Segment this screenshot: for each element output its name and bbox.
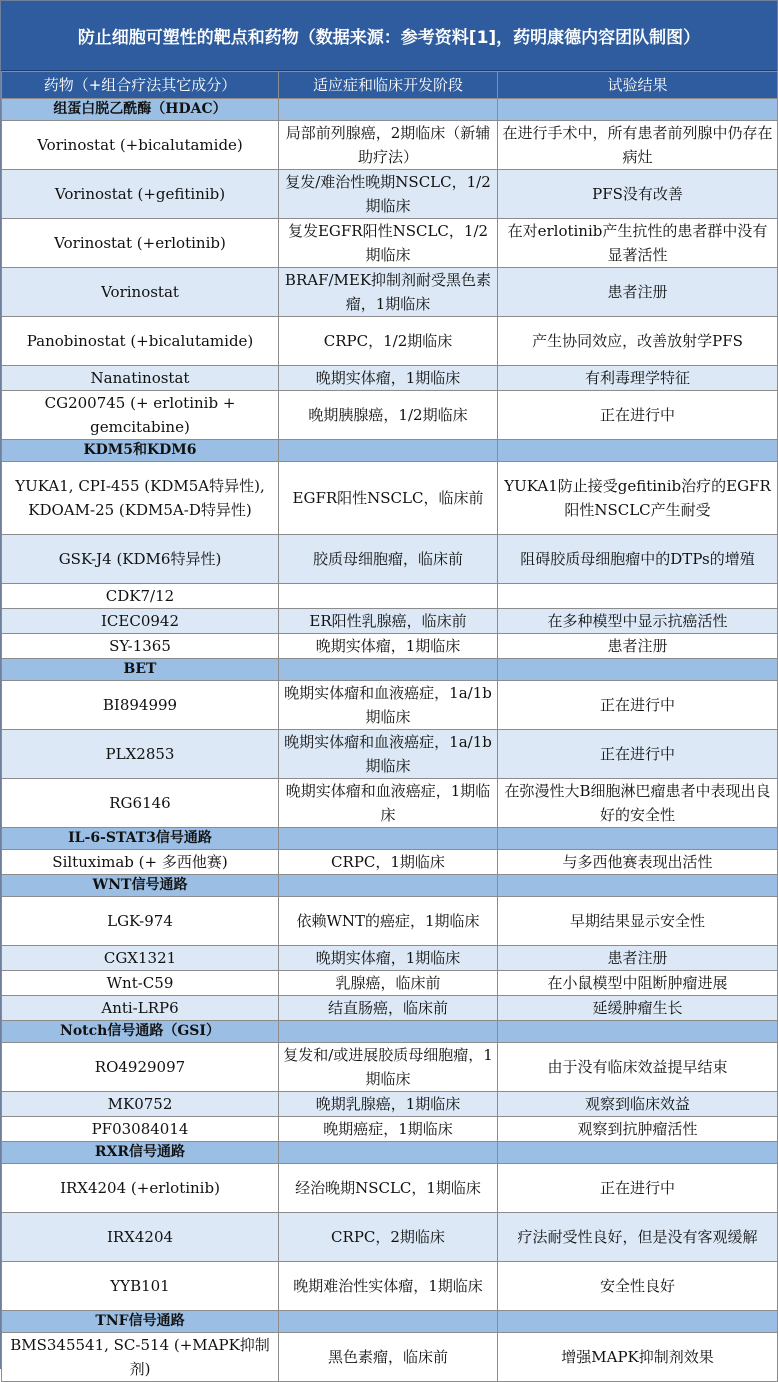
indication-cell	[279, 659, 498, 681]
result-cell: 阻碍胶质母细胞瘤中的DTPs的增殖	[498, 535, 778, 584]
indication-cell	[279, 1311, 498, 1333]
table-row	[2, 219, 778, 268]
table-row	[2, 897, 778, 946]
indication-cell: 晚期实体瘤，1期临床	[279, 946, 498, 971]
result-cell: PFS没有改善	[498, 170, 778, 219]
header-result: 试验结果	[498, 72, 778, 99]
drug-cell: RO4929097	[2, 1043, 279, 1092]
result-cell: 患者注册	[498, 268, 778, 317]
indication-cell	[279, 1021, 498, 1043]
result-cell: 正在进行中	[498, 1164, 778, 1213]
table-row	[2, 850, 778, 875]
indication-cell: 晚期实体瘤和血液癌症，1a/1b期临床	[279, 681, 498, 730]
table-row	[2, 946, 778, 971]
result-cell	[498, 828, 778, 850]
table-row	[2, 681, 778, 730]
result-cell: 正在进行中	[498, 391, 778, 440]
drug-cell: YYB101	[2, 1262, 279, 1311]
result-cell	[498, 99, 778, 121]
header-indication: 适应症和临床开发阶段	[279, 72, 498, 99]
result-cell	[498, 1311, 778, 1333]
indication-cell: 晚期实体瘤，1期临床	[279, 366, 498, 391]
table-row	[2, 317, 778, 366]
result-cell: 有利毒理学特征	[498, 366, 778, 391]
table-row	[2, 170, 778, 219]
result-cell	[498, 875, 778, 897]
table-row	[2, 1043, 778, 1092]
drug-cell: Vorinostat (+bicalutamide)	[2, 121, 279, 170]
drug-cell: Wnt-C59	[2, 971, 279, 996]
result-cell: 安全性良好	[498, 1262, 778, 1311]
result-cell: 疗法耐受性良好，但是没有客观缓解	[498, 1213, 778, 1262]
drug-cell: Nanatinostat	[2, 366, 279, 391]
group-label: RXR信号通路	[2, 1142, 279, 1164]
result-cell: 在多种模型中显示抗癌活性	[498, 609, 778, 634]
result-cell	[498, 659, 778, 681]
table-row	[2, 535, 778, 584]
drug-cell: Panobinostat (+bicalutamide)	[2, 317, 279, 366]
result-cell: 患者注册	[498, 946, 778, 971]
indication-cell: CRPC，1期临床	[279, 850, 498, 875]
table-row	[2, 996, 778, 1021]
result-cell	[498, 1021, 778, 1043]
result-cell: 正在进行中	[498, 681, 778, 730]
drug-cell: PLX2853	[2, 730, 279, 779]
result-cell: 观察到临床效益	[498, 1092, 778, 1117]
result-cell: 患者注册	[498, 634, 778, 659]
indication-cell: 胶质母细胞瘤，临床前	[279, 535, 498, 584]
result-cell: 增强MAPK抑制剂效果	[498, 1333, 778, 1382]
table-row	[2, 268, 778, 317]
result-cell	[498, 1142, 778, 1164]
indication-cell: 复发EGFR阳性NSCLC，1/2期临床	[279, 219, 498, 268]
group-row	[2, 440, 778, 462]
result-cell: 产生协同效应，改善放射学PFS	[498, 317, 778, 366]
result-cell: 在小鼠模型中阻断肿瘤进展	[498, 971, 778, 996]
indication-cell: 晚期癌症，1期临床	[279, 1117, 498, 1142]
indication-cell	[279, 584, 498, 609]
indication-cell: 晚期难治性实体瘤，1期临床	[279, 1262, 498, 1311]
indication-cell: 局部前列腺癌，2期临床（新辅助疗法）	[279, 121, 498, 170]
group-label: WNT信号通路	[2, 875, 279, 897]
result-cell: 在进行手术中，所有患者前列腺中仍存在病灶	[498, 121, 778, 170]
table-row	[2, 1333, 778, 1382]
indication-cell: BRAF/MEK抑制剂耐受黑色素瘤，1期临床	[279, 268, 498, 317]
table-row	[2, 462, 778, 535]
indication-cell: 晚期乳腺癌，1期临床	[279, 1092, 498, 1117]
table-row	[2, 1092, 778, 1117]
result-cell: 在对erlotinib产生抗性的患者群中没有显著活性	[498, 219, 778, 268]
indication-cell: ER阳性乳腺癌，临床前	[279, 609, 498, 634]
result-cell	[498, 584, 778, 609]
group-row	[2, 1311, 778, 1333]
group-label: KDM5和KDM6	[2, 440, 279, 462]
drug-cell: SY-1365	[2, 634, 279, 659]
indication-cell: 乳腺癌，临床前	[279, 971, 498, 996]
drug-cell: BMS345541, SC-514 (+MAPK抑制剂)	[2, 1333, 279, 1382]
drug-cell: IRX4204	[2, 1213, 279, 1262]
group-row	[2, 659, 778, 681]
table-row	[2, 391, 778, 440]
indication-cell	[279, 1142, 498, 1164]
indication-cell	[279, 440, 498, 462]
result-cell: 早期结果显示安全性	[498, 897, 778, 946]
drug-cell: CGX1321	[2, 946, 279, 971]
table-row	[2, 584, 778, 609]
indication-cell: 黑色素瘤，临床前	[279, 1333, 498, 1382]
result-cell: YUKA1防止接受gefitinib治疗的EGFR阳性NSCLC产生耐受	[498, 462, 778, 535]
table-row	[2, 634, 778, 659]
result-cell: 与多西他赛表现出活性	[498, 850, 778, 875]
group-label: TNF信号通路	[2, 1311, 279, 1333]
result-cell: 在弥漫性大B细胞淋巴瘤患者中表现出良好的安全性	[498, 779, 778, 828]
table-row	[2, 609, 778, 634]
indication-cell: 晚期实体瘤和血液癌症，1a/1b期临床	[279, 730, 498, 779]
group-row	[2, 1021, 778, 1043]
table-row	[2, 1213, 778, 1262]
group-row	[2, 875, 778, 897]
drug-cell: IRX4204 (+erlotinib)	[2, 1164, 279, 1213]
drug-cell: CG200745 (+ erlotinib + gemcitabine)	[2, 391, 279, 440]
indication-cell	[279, 828, 498, 850]
indication-cell	[279, 875, 498, 897]
drug-cell: ICEC0942	[2, 609, 279, 634]
indication-cell: 晚期实体瘤，1期临床	[279, 634, 498, 659]
drug-cell: PF03084014	[2, 1117, 279, 1142]
group-row	[2, 1142, 778, 1164]
drug-cell: Vorinostat	[2, 268, 279, 317]
table-row	[2, 1262, 778, 1311]
drug-cell: CDK7/12	[2, 584, 279, 609]
indication-cell: 依赖WNT的癌症，1期临床	[279, 897, 498, 946]
indication-cell: CRPC，1/2期临床	[279, 317, 498, 366]
indication-cell: EGFR阳性NSCLC，临床前	[279, 462, 498, 535]
table-title: 防止细胞可塑性的靶点和药物（数据来源：参考资料[1]，药明康德内容团队制图）	[1, 1, 777, 71]
result-cell: 观察到抗肿瘤活性	[498, 1117, 778, 1142]
indication-cell: CRPC，2期临床	[279, 1213, 498, 1262]
group-label: 组蛋白脱乙酰酶（HDAC）	[2, 99, 279, 121]
drug-cell: RG6146	[2, 779, 279, 828]
table-row	[2, 730, 778, 779]
result-cell: 正在进行中	[498, 730, 778, 779]
indication-cell: 复发/难治性晚期NSCLC，1/2期临床	[279, 170, 498, 219]
indication-cell	[279, 99, 498, 121]
table-row	[2, 779, 778, 828]
drug-target-table	[1, 71, 778, 1382]
table-row	[2, 121, 778, 170]
table-row	[2, 1117, 778, 1142]
drug-cell: BI894999	[2, 681, 279, 730]
table-row	[2, 971, 778, 996]
drug-cell: MK0752	[2, 1092, 279, 1117]
table-body	[2, 99, 778, 1382]
group-row	[2, 99, 778, 121]
header-row	[2, 72, 778, 99]
indication-cell: 经治晚期NSCLC，1期临床	[279, 1164, 498, 1213]
table-row	[2, 366, 778, 391]
drug-cell: Anti-LRP6	[2, 996, 279, 1021]
result-cell	[498, 440, 778, 462]
drug-cell: Vorinostat (+erlotinib)	[2, 219, 279, 268]
drug-cell: Siltuximab (+ 多西他赛)	[2, 850, 279, 875]
indication-cell: 结直肠癌，临床前	[279, 996, 498, 1021]
drug-cell: Vorinostat (+gefitinib)	[2, 170, 279, 219]
group-label: BET	[2, 659, 279, 681]
header-drug: 药物（+组合疗法其它成分）	[2, 72, 279, 99]
indication-cell: 复发和/或进展胶质母细胞瘤，1期临床	[279, 1043, 498, 1092]
result-cell: 延缓肿瘤生长	[498, 996, 778, 1021]
group-label: IL-6-STAT3信号通路	[2, 828, 279, 850]
indication-cell: 晚期实体瘤和血液癌症，1期临床	[279, 779, 498, 828]
drug-cell: YUKA1, CPI-455 (KDM5A特异性), KDOAM-25 (KDM5A-D特异性)	[2, 462, 279, 535]
indication-cell: 晚期胰腺癌，1/2期临床	[279, 391, 498, 440]
result-cell: 由于没有临床效益提早结束	[498, 1043, 778, 1092]
drug-cell: LGK-974	[2, 897, 279, 946]
group-label: Notch信号通路（GSI）	[2, 1021, 279, 1043]
drug-cell: GSK-J4 (KDM6特异性)	[2, 535, 279, 584]
group-row	[2, 828, 778, 850]
table-row	[2, 1164, 778, 1213]
